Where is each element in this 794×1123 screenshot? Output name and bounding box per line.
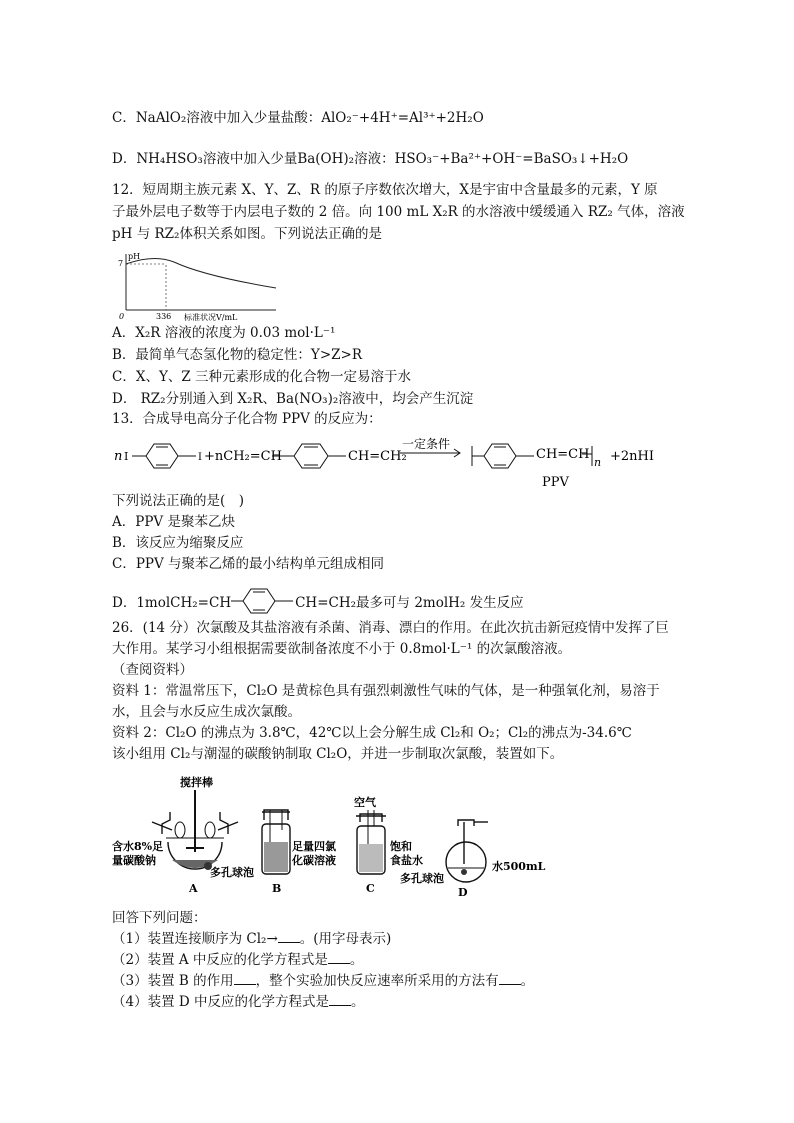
benzene-ring-2-icon <box>294 444 328 468</box>
label-a-line2: 量碳酸钠 <box>112 854 156 867</box>
q13-option-a: A．PPV 是聚苯乙炔 <box>112 514 235 530</box>
label-b-line1: 足量四氯 <box>292 840 336 853</box>
q26-answer-prompt: 回答下列问题： <box>112 910 207 926</box>
q13-option-c: C．PPV 与聚苯乙烯的最小结构单元组成相同 <box>112 556 385 572</box>
q26-sub4-pre: （4）装置 D 中反应的化学方程式是 <box>112 994 329 1010</box>
letter-a: A <box>189 882 198 895</box>
label-water: 水500mL <box>492 860 546 873</box>
eq-product-ch: CH=CH <box>536 447 590 462</box>
q26-sub4 <box>112 993 365 1012</box>
ppv-reaction-equation <box>110 432 700 490</box>
q26-sub4-blank[interactable] <box>329 993 351 1006</box>
q26-sub3 <box>112 972 534 991</box>
eq-i-left: I <box>124 450 129 463</box>
eq-plus-n: +nCH₂=CH <box>204 449 282 464</box>
graph-y-tick: 7 <box>118 259 124 268</box>
q26-sub3-blank2[interactable] <box>499 972 521 985</box>
label-c-line2: 食盐水 <box>390 854 423 867</box>
apparatus-b <box>262 810 336 895</box>
q26-sub2 <box>112 951 363 970</box>
eq-subscript: n <box>594 456 602 469</box>
benzene-ring-1-icon <box>146 444 178 468</box>
graph-y-label: pH <box>128 252 141 261</box>
ph-volume-graph <box>114 250 284 322</box>
q26-stem-line2: 大作用。某学习小组根据需要欲制备浓度不小于 0.8mol·L⁻¹ 的次氯酸溶液。 <box>112 641 572 657</box>
eq-i-right: I <box>198 452 202 463</box>
benzene-ring-d-icon <box>231 586 295 616</box>
q13-option-b: B．该反应为缩聚反应 <box>112 535 244 551</box>
letter-d: D <box>458 886 468 899</box>
q13-option-d-pre: D．1molCH₂=CH <box>112 595 232 611</box>
q26-sub2-blank[interactable] <box>328 951 350 964</box>
label-stirrer: 搅拌棒 <box>180 776 213 789</box>
label-b-line2: 化碳溶液 <box>292 854 336 867</box>
letter-b: B <box>272 882 282 895</box>
q12-option-b: B．最简单气态氢化物的稳定性：Y>Z>R <box>112 347 363 363</box>
q26-sub2-post: 。 <box>349 952 364 968</box>
q13-question: 下列说法正确的是( ) <box>112 493 245 509</box>
q12-option-a: A．X₂R 溶液的浓度为 0.03 mol·L⁻¹ <box>112 325 336 341</box>
q13-option-d-post: CH=CH₂最多可与 2molH₂ 发生反应 <box>295 595 524 611</box>
q12-stem-line2: 子最外层电子数等于内层电子数的 2 倍。向 100 mL X₂R 的水溶液中缓缓通入 RZ₂ 气体，溶液 <box>112 204 685 220</box>
label-a-line1: 含水8%足 <box>112 840 164 853</box>
q26-info1-line2: 水，且会与水反应生成次氯酸。 <box>112 704 301 720</box>
q12-option-d: D． RZ₂分别通入到 X₂R、Ba(NO₃)₂溶液中，均会产生沉淀 <box>112 391 474 407</box>
q26-setup: 该小组用 Cl₂与潮湿的碳酸钠制取 Cl₂O，并进一步制取次氯酸，装置如下。 <box>112 746 564 762</box>
graph-x-label: 标准状况V/mL <box>184 313 238 322</box>
q26-sub1 <box>112 930 391 949</box>
q11-option-c: C．NaAlO₂溶液中加入少量盐酸：AlO₂⁻+4H⁺=Al³⁺+2H₂O <box>112 110 484 126</box>
q12-option-c: C．X、Y、Z 三种元素形成的化合物一定易溶于水 <box>112 369 412 385</box>
letter-c: C <box>366 882 375 895</box>
eq-condition: 一定条件 <box>402 437 451 451</box>
eq-ch2-end: CH=CH₂ <box>348 449 407 464</box>
q26-stem-line1: 26．(14 分）次氯酸及其盐溶液有杀菌、消毒、漂白的作用。在此次抗击新冠疫情中发挥了巨 <box>112 620 669 636</box>
q26-sub4-post: 。 <box>351 994 365 1010</box>
q26-info1-line1: 资料 1：常温常压下，Cl₂O 是黄棕色具有强烈刺激性气味的气体，是一种强氧化剂，易溶于 <box>112 683 660 699</box>
label-air: 空气 <box>354 796 376 809</box>
q12-stem-line1: 12．短周期主族元素 X、Y、Z、R 的原子序数依次增大，X是宇宙中含量最多的元素，Y 原 <box>112 182 658 198</box>
eq-hi: +2nHI <box>610 449 655 464</box>
q26-sub1-blank[interactable] <box>278 930 300 943</box>
eq-n1: n <box>114 449 123 464</box>
apparatus-a <box>112 775 254 895</box>
q12-stem-line3: pH 与 RZ₂体积关系如图。下列说法正确的是 <box>112 226 382 242</box>
q26-sub3-blank1[interactable] <box>234 972 256 985</box>
q26-sub3-post: 。 <box>520 973 535 989</box>
graph-origin: 0 <box>119 312 125 321</box>
q26-info2: 资料 2：Cl₂O 的沸点为 3.8℃，42℃以上会分解生成 Cl₂和 O₂；Cl₂的沸点为-34.6℃ <box>112 725 632 741</box>
label-bubbler-d: 多孔球泡 <box>400 872 444 885</box>
q26-sub3-pre: （3）装置 B 的作用 <box>112 973 234 989</box>
q26-sub1-pre: （1）装置连接顺序为 Cl₂→ <box>112 931 278 947</box>
q26-sub1-post: 。(用字母表示) <box>299 931 392 947</box>
q13-option-d <box>112 586 524 616</box>
q11-option-d: D．NH₄HSO₃溶液中加入少量Ba(OH)₂溶液：HSO₃⁻+Ba²⁺+OH⁻=BaSO₃↓+H₂O <box>112 151 629 167</box>
q26-info-title: （查阅资料） <box>112 662 193 678</box>
q26-sub3-mid: ，整个实验加快反应速率所采用的方法有 <box>255 973 499 989</box>
label-bubbler-a: 多孔球泡 <box>210 866 254 879</box>
apparatus-diagram <box>112 772 562 904</box>
label-c-line1: 饱和 <box>390 840 412 853</box>
graph-x-tick: 336 <box>156 312 172 321</box>
benzene-ring-3-icon <box>484 444 516 468</box>
q13-stem: 13．合成导电高分子化合物 PPV 的反应为： <box>112 411 382 427</box>
eq-ppv-label: PPV <box>542 475 569 490</box>
q26-sub2-pre: （2）装置 A 中反应的化学方程式是 <box>112 952 328 968</box>
